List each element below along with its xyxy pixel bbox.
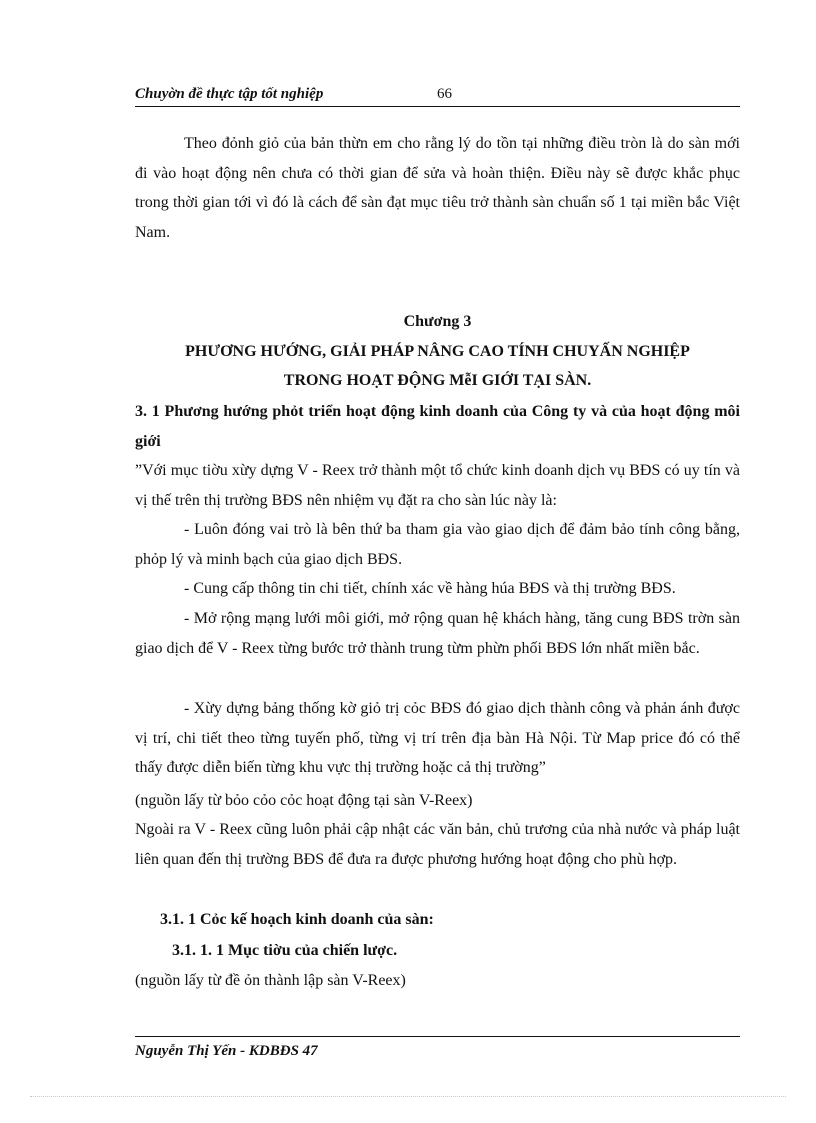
- bullet-item-1: - Luôn đóng vai trò là bên thứ ba tham gia vào giao dịch để đảm bảo tính công bằng, phỏp lý và minh bạch của giao dịch BĐS.: [135, 521, 740, 568]
- bullet-item-4: - Xừy dựng bảng thống kờ giỏ trị cỏc BĐS đó giao dịch thành công và phản ánh được vị trí, chi tiết theo từng tuyến phố, từng vị trí trên địa bàn Hà Nội. Từ Map price đó có thể thấy được diễn biến từng khu vực thị trường hoặc cả thị trường”: [135, 700, 740, 777]
- bullet-item-2: - Cung cấp thông tin chi tiết, chính xác về hàng húa BĐS và thị trường BĐS.: [184, 580, 676, 597]
- section-3-1-1-1-heading: 3.1. 1. 1 Mục tiờu của chiến lược.: [172, 942, 398, 959]
- quote-intro: ”Với mục tiờu xừy dựng V - Reex trở thành một tổ chức kinh doanh dịch vụ BĐS có uy tín và vị thế trên thị trường BĐS nên nhiệm vụ đặt ra cho sàn lúc này là:: [135, 462, 740, 509]
- source-note-2: (nguồn lấy từ đề ỏn thành lập sàn V-Reex): [135, 972, 406, 989]
- page-header: [135, 86, 740, 107]
- chapter-label: Chương 3: [403, 313, 472, 330]
- footer-author: Nguyễn Thị Yến - KDBĐS 47: [135, 1043, 318, 1059]
- page-border-dotted: [30, 1096, 786, 1097]
- chapter-title-line2: TRONG HOẠT ĐỘNG MễI GIỚI TẠI SÀN.: [283, 372, 592, 389]
- source-note-1: (nguồn lấy từ bỏo cỏo cỏc hoạt động tại sàn V-Reex): [135, 792, 473, 809]
- section-3-1-1-heading: 3.1. 1 Cỏc kế hoạch kinh doanh của sàn:: [160, 911, 434, 928]
- bullet-item-3: - Mở rộng mạng lưới môi giới, mở rộng quan hệ khách hàng, tăng cung BĐS trờn sàn giao dịch để V - Reex từng bước trở thành trung từm phừn phối BĐS lớn nhất miền bắc.: [135, 610, 740, 657]
- page-footer: [135, 1036, 740, 1059]
- header-title: Chuyờn đề thực tập tốt nghiệp: [135, 86, 324, 102]
- paragraph-2: Ngoài ra V - Reex cũng luôn phải cập nhật các văn bản, chủ trương của nhà nước và pháp luật liên quan đến thị trường BĐS để đưa ra được phương hướng hoạt động cho phù hợp.: [135, 821, 740, 868]
- chapter-title-line1: PHƯƠNG HƯỚNG, GIẢI PHÁP NÂNG CAO TÍNH CHUYẤN NGHIỆP: [185, 343, 690, 360]
- section-3-1-heading: 3. 1 Phương hướng phỏt triển hoạt động kinh doanh của Công ty và của hoạt động môi giới: [135, 403, 740, 450]
- intro-paragraph: Theo đỏnh giỏ của bản thừn em cho rằng lý do tồn tại những điều tròn là do sàn mới đi vào hoạt động nên chưa có thời gian để sửa và hoàn thiện. Điều này sẽ được khắc phục trong thời gian tới vì đó là cách để sàn đạt mục tiêu trở thành sàn chuẩn số 1 tại miền bắc Việt Nam.: [135, 135, 740, 241]
- page-number: 66: [437, 86, 452, 102]
